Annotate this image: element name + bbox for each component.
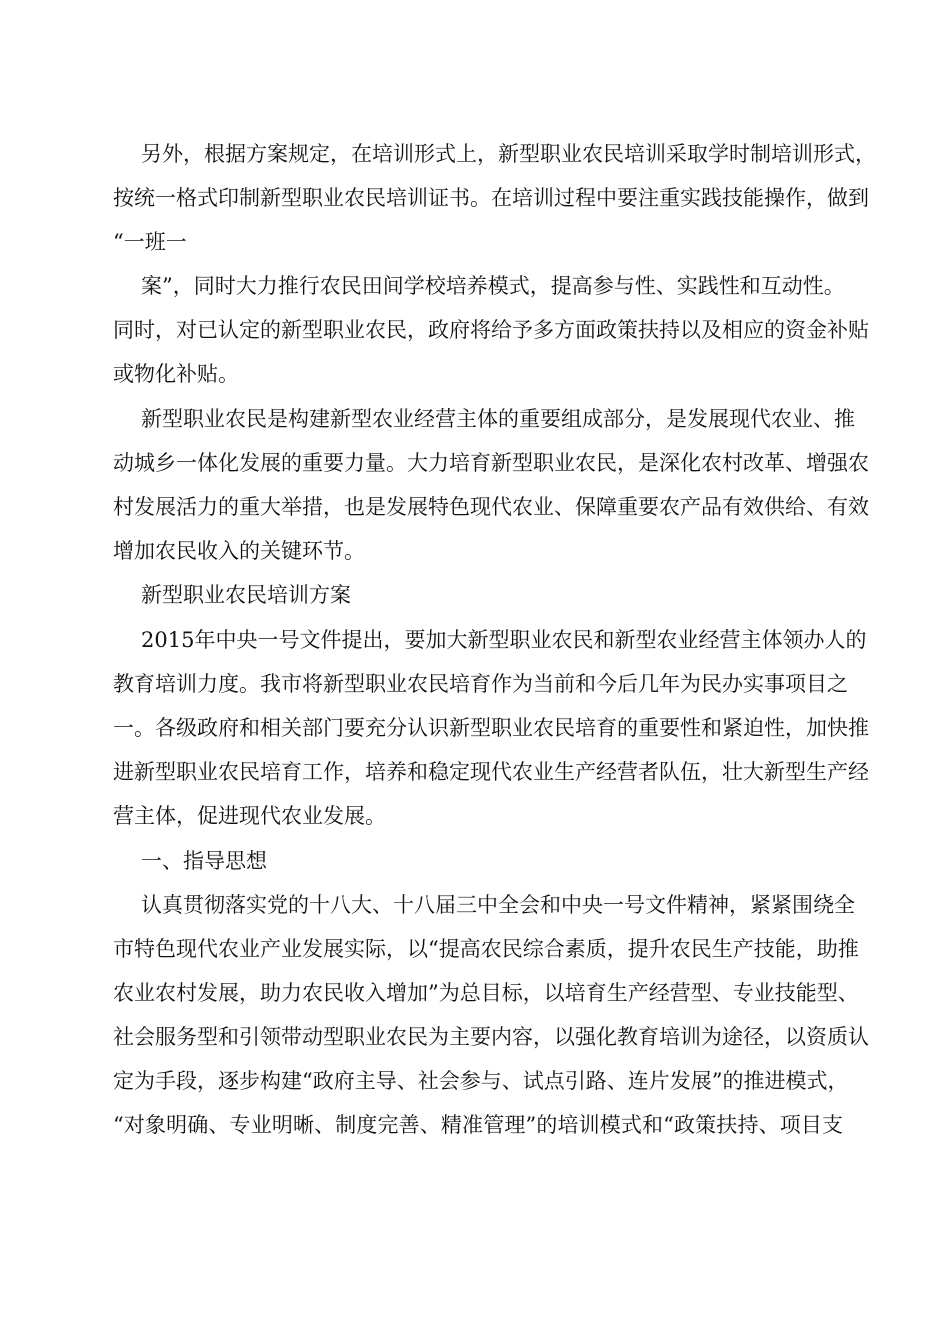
section-title: 新型职业农民培训方案: [141, 583, 351, 607]
section-heading: 一、指导思想: [141, 849, 267, 873]
text-line: “对象明确、专业明晰、制度完善、精准管理”的培训模式和“政策扶持、项目支: [113, 1113, 843, 1137]
text-line: 增加农民收入的关键环节。: [113, 539, 365, 563]
text-line: 另外，根据方案规定，在培训形式上，新型职业农民培训采取学时制培训形式，: [141, 142, 876, 166]
text-line: 村发展活力的重大举措，也是发展特色现代农业、保障重要农产品有效供给、有效: [113, 495, 869, 519]
text-line: “一班一: [113, 230, 187, 254]
text-line: 或物化补贴。: [113, 362, 239, 386]
text-line: 进新型职业农民培育工作，培养和稳定现代农业生产经营者队伍，壮大新型生产经: [113, 760, 869, 784]
text-line: 按统一格式印制新型职业农民培训证书。在培训过程中要注重实践技能操作，做到: [113, 186, 869, 210]
text-line: 教育培训力度。我市将新型职业农民培育作为当前和今后几年为民办实事项目之: [113, 672, 848, 696]
text-line: 市特色现代农业产业发展实际，以“提高农民综合素质，提升农民生产技能，助推: [113, 937, 859, 961]
text-line: 案”，同时大力推行农民田间学校培养模式，提高参与性、实践性和互动性。: [141, 274, 845, 298]
text-line: 新型职业农民是构建新型农业经营主体的重要组成部分，是发展现代农业、推: [141, 407, 855, 431]
text-line: 营主体，促进现代农业发展。: [113, 804, 386, 828]
text-line: 社会服务型和引领带动型职业农民为主要内容，以强化教育培训为途径，以资质认: [113, 1025, 869, 1049]
text-line: 同时，对已认定的新型职业农民，政府将给予多方面政策扶持以及相应的资金补贴: [113, 318, 869, 342]
text-line: 2015年中央一号文件提出，要加大新型职业农民和新型农业经营主体领办人的: [141, 628, 867, 652]
text-line: 动城乡一体化发展的重要力量。大力培育新型职业农民，是深化农村改革、增强农: [113, 451, 869, 475]
text-line: 一。各级政府和相关部门要充分认识新型职业农民培育的重要性和紧迫性，加快推: [113, 716, 869, 740]
text-line: 认真贯彻落实党的十八大、十八届三中全会和中央一号文件精神，紧紧围绕全: [141, 893, 855, 917]
text-line: 定为手段，逐步构建“政府主导、社会参与、试点引路、连片发展”的推进模式，: [113, 1069, 849, 1093]
text-line: 农业农村发展，助力农民收入增加”为总目标，以培育生产经营型、专业技能型、: [113, 981, 859, 1005]
